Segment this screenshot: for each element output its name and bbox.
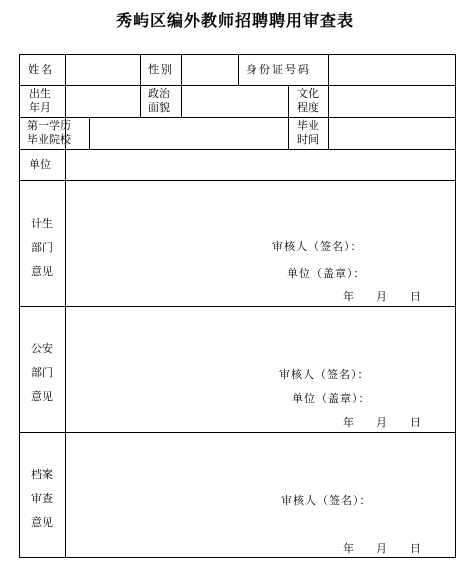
archives-section-label bbox=[28, 463, 56, 535]
culture-label-line2: 程度 bbox=[297, 101, 319, 114]
graduation-field[interactable] bbox=[329, 118, 455, 149]
date-year: 年 bbox=[343, 416, 354, 429]
culture-label-line1: 文化 bbox=[297, 87, 319, 100]
political-label bbox=[148, 87, 170, 115]
family-planning-section-label bbox=[28, 212, 56, 284]
first-edu-field[interactable] bbox=[90, 118, 288, 149]
first-edu-label-line1: 第一学历 bbox=[27, 119, 71, 132]
section-label-line: 计生 bbox=[31, 217, 53, 230]
political-label-line1: 政治 bbox=[148, 87, 170, 100]
political-label-line2: 面貌 bbox=[148, 101, 170, 114]
date-year: 年 bbox=[343, 542, 354, 555]
section-label-line: 部门 bbox=[31, 241, 53, 254]
id-number-label: 身份证号码 bbox=[246, 63, 311, 76]
unit-field[interactable] bbox=[66, 150, 455, 180]
public-security-reviewer-signature[interactable]: 审核人（签名）： bbox=[279, 368, 370, 381]
date-day: 日 bbox=[410, 542, 421, 555]
date-day: 日 bbox=[410, 290, 421, 303]
graduation-label-line1: 毕业 bbox=[297, 119, 319, 132]
family-planning-unit-seal[interactable]: 单位（盖章）： bbox=[287, 267, 366, 280]
form-title: 秀屿区编外教师招聘聘用审查表 bbox=[115, 11, 354, 30]
date-year: 年 bbox=[343, 290, 354, 303]
first-edu-label-line2: 毕业院校 bbox=[27, 133, 71, 146]
date-month: 月 bbox=[376, 290, 387, 303]
birth-label-line2: 年月 bbox=[29, 101, 51, 114]
section-label-line: 审查 bbox=[31, 492, 53, 505]
date-day: 日 bbox=[410, 416, 421, 429]
political-field[interactable] bbox=[182, 86, 288, 117]
section-label-line: 部门 bbox=[31, 366, 53, 379]
archives-reviewer-signature[interactable]: 审核人（签名）： bbox=[281, 494, 372, 507]
graduation-label bbox=[297, 119, 319, 147]
section-label-line: 意见 bbox=[31, 390, 53, 403]
graduation-label-line2: 时间 bbox=[297, 133, 319, 146]
section-label-line: 意见 bbox=[31, 516, 53, 529]
public-security-section-label bbox=[28, 337, 56, 409]
first-edu-label bbox=[27, 119, 71, 147]
culture-label bbox=[297, 87, 319, 115]
culture-field[interactable] bbox=[329, 86, 455, 117]
birth-label bbox=[29, 87, 51, 115]
unit-label: 单位 bbox=[29, 158, 51, 171]
section-label-line: 公安 bbox=[31, 342, 53, 355]
section-label-line: 意见 bbox=[31, 265, 53, 278]
date-month: 月 bbox=[376, 416, 387, 429]
birth-field[interactable] bbox=[66, 86, 140, 117]
birth-label-line1: 出生 bbox=[29, 87, 51, 100]
family-planning-reviewer-signature[interactable]: 审核人（签名）： bbox=[272, 240, 363, 253]
id-number-field[interactable] bbox=[329, 55, 455, 85]
gender-label: 性别 bbox=[148, 63, 174, 76]
section-label-line: 档案 bbox=[31, 468, 53, 481]
public-security-unit-seal[interactable]: 单位（盖章）： bbox=[292, 392, 371, 405]
name-field[interactable] bbox=[66, 55, 140, 85]
date-month: 月 bbox=[376, 542, 387, 555]
name-label: 姓名 bbox=[28, 63, 54, 76]
gender-field[interactable] bbox=[182, 55, 238, 85]
